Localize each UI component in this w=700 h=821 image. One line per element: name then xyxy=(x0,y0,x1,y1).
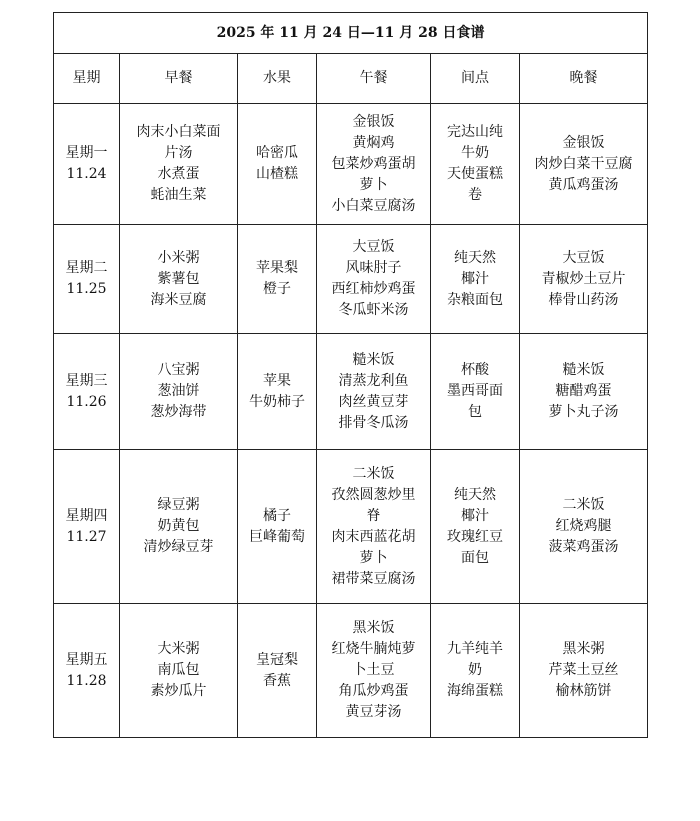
snack-item: 九羊纯羊 xyxy=(447,641,503,657)
breakfast-item: 葱炒海带 xyxy=(150,404,207,420)
snack-item: 墨西哥面 xyxy=(447,383,503,399)
fruit-cell xyxy=(238,604,317,738)
snack-item: 纯天然 xyxy=(454,486,496,503)
snack-item: 包 xyxy=(468,404,482,420)
lunch-item: 冬瓜虾米汤 xyxy=(338,302,409,318)
day-date: 11.25 xyxy=(66,281,107,297)
breakfast-item: 小米粥 xyxy=(157,249,200,266)
day-name: 星期五 xyxy=(65,651,108,668)
lunch-item: 二米饭 xyxy=(352,465,395,482)
snack-item: 杂粮面包 xyxy=(447,291,503,308)
breakfast-item: 海米豆腐 xyxy=(150,291,207,308)
breakfast-item: 素炒瓜片 xyxy=(150,683,207,699)
lunch-cell xyxy=(317,604,431,738)
dinner-item: 红烧鸡腿 xyxy=(555,518,612,534)
day-name: 星期一 xyxy=(65,145,108,161)
day-cell xyxy=(54,225,120,334)
lunch-item: 裙带菜豆腐汤 xyxy=(331,570,416,587)
day-cell xyxy=(54,334,120,450)
header-fruit: 水果 xyxy=(238,54,317,104)
lunch-item: 角瓜炒鸡蛋 xyxy=(338,683,409,699)
dinner-item: 糖醋鸡蛋 xyxy=(555,383,612,399)
dinner-item: 二米饭 xyxy=(562,497,605,513)
snack-cell xyxy=(431,334,520,450)
snack-cell xyxy=(431,604,520,738)
fruit-item: 香蕉 xyxy=(263,672,291,689)
snack-item: 海绵蛋糕 xyxy=(447,683,503,699)
lunch-item: 肉末西蓝花胡 xyxy=(331,528,416,545)
fruit-item: 橘子 xyxy=(263,507,291,524)
lunch-item: 包菜炒鸡蛋胡 xyxy=(331,155,416,172)
dinner-item: 菠菜鸡蛋汤 xyxy=(548,539,619,555)
day-date: 11.26 xyxy=(66,393,107,410)
lunch-item: 肉丝黄豆芽 xyxy=(338,393,409,410)
dinner-item: 芹菜土豆丝 xyxy=(548,662,619,678)
breakfast-item: 绿豆粥 xyxy=(157,497,200,513)
dinner-item: 黑米粥 xyxy=(562,641,605,657)
snack-item: 牛奶 xyxy=(461,145,489,161)
day-name: 星期二 xyxy=(65,260,108,276)
header-snack: 间点 xyxy=(431,54,520,104)
lunch-item: 萝卜 xyxy=(359,549,388,566)
breakfast-cell xyxy=(120,334,238,450)
breakfast-cell xyxy=(120,450,238,604)
breakfast-item: 八宝粥 xyxy=(157,362,200,378)
snack-item: 玫瑰红豆 xyxy=(447,528,503,545)
breakfast-item: 片汤 xyxy=(164,145,193,161)
day-name: 星期四 xyxy=(65,507,108,524)
dinner-cell xyxy=(520,604,648,738)
snack-item: 杯酸 xyxy=(461,362,489,378)
dinner-cell xyxy=(520,104,648,225)
lunch-cell xyxy=(317,450,431,604)
day-cell xyxy=(54,604,120,738)
breakfast-cell xyxy=(120,225,238,334)
dinner-item: 棒骨山药汤 xyxy=(548,291,619,308)
menu-row xyxy=(54,450,648,604)
lunch-item: 红烧牛腩炖萝 xyxy=(331,641,416,657)
lunch-item: 清蒸龙利鱼 xyxy=(338,372,409,389)
menu-row xyxy=(54,334,648,450)
lunch-cell xyxy=(317,334,431,450)
breakfast-item: 清炒绿豆芽 xyxy=(143,539,214,555)
snack-item: 纯天然 xyxy=(454,249,496,266)
day-name: 星期三 xyxy=(65,372,108,389)
snack-item: 天使蛋糕 xyxy=(447,166,503,182)
menu-title: 2025 年 11 月 24 日—11 月 28 日食谱 xyxy=(54,13,648,54)
breakfast-item: 蚝油生菜 xyxy=(150,187,207,203)
fruit-item: 苹果 xyxy=(263,372,291,389)
fruit-item: 苹果梨 xyxy=(256,260,298,276)
dinner-item: 萝卜丸子汤 xyxy=(548,404,619,420)
lunch-cell xyxy=(317,104,431,225)
lunch-cell xyxy=(317,225,431,334)
lunch-item: 萝卜 xyxy=(359,176,388,193)
breakfast-cell xyxy=(120,104,238,225)
lunch-item: 风味肘子 xyxy=(345,260,402,276)
fruit-cell xyxy=(238,450,317,604)
dinner-item: 大豆饭 xyxy=(562,249,605,266)
lunch-item: 黑米饭 xyxy=(352,620,395,636)
dinner-item: 糙米饭 xyxy=(562,362,605,378)
breakfast-item: 奶黄包 xyxy=(157,518,200,534)
dinner-item: 金银饭 xyxy=(562,134,605,151)
menu-row xyxy=(54,604,648,738)
dinner-item: 青椒炒土豆片 xyxy=(541,270,626,287)
day-date: 11.27 xyxy=(66,528,107,545)
day-cell xyxy=(54,104,120,225)
fruit-cell xyxy=(238,334,317,450)
lunch-item: 大豆饭 xyxy=(352,239,395,255)
snack-item: 奶 xyxy=(468,662,482,678)
fruit-item: 皇冠梨 xyxy=(256,651,298,668)
lunch-item: 小白菜豆腐汤 xyxy=(331,197,416,214)
lunch-item: 脊 xyxy=(366,507,381,524)
lunch-item: 西红柿炒鸡蛋 xyxy=(331,281,416,297)
snack-item: 椰汁 xyxy=(461,507,489,524)
dinner-item: 榆林筋饼 xyxy=(555,683,612,699)
day-date: 11.24 xyxy=(66,166,107,182)
day-date: 11.28 xyxy=(66,672,107,689)
header-breakfast: 早餐 xyxy=(120,54,238,104)
header-dinner: 晚餐 xyxy=(520,54,648,104)
snack-item: 椰汁 xyxy=(461,270,489,287)
snack-cell xyxy=(431,225,520,334)
snack-cell xyxy=(431,104,520,225)
fruit-item: 哈密瓜 xyxy=(256,145,298,161)
dinner-cell xyxy=(520,225,648,334)
snack-item: 卷 xyxy=(468,187,482,203)
menu-row xyxy=(54,104,648,225)
header-lunch: 午餐 xyxy=(317,54,431,104)
dinner-cell xyxy=(520,450,648,604)
snack-item: 完达山纯 xyxy=(447,124,503,140)
breakfast-item: 水煮蛋 xyxy=(157,166,200,182)
lunch-item: 金银饭 xyxy=(352,113,395,130)
header-day: 星期 xyxy=(54,54,120,104)
snack-cell xyxy=(431,450,520,604)
breakfast-cell xyxy=(120,604,238,738)
breakfast-item: 葱油饼 xyxy=(157,383,200,399)
fruit-cell xyxy=(238,104,317,225)
dinner-item: 黄瓜鸡蛋汤 xyxy=(548,176,619,193)
lunch-item: 黄焖鸡 xyxy=(352,134,395,151)
day-cell xyxy=(54,450,120,604)
breakfast-item: 南瓜包 xyxy=(157,662,200,678)
dinner-cell xyxy=(520,334,648,450)
fruit-item: 橙子 xyxy=(263,281,291,297)
lunch-item: 孜然圆葱炒里 xyxy=(331,486,416,503)
breakfast-item: 紫薯包 xyxy=(157,270,200,287)
lunch-item: 排骨冬瓜汤 xyxy=(338,414,409,431)
fruit-item: 山楂糕 xyxy=(256,166,298,182)
fruit-item: 巨峰葡萄 xyxy=(249,528,305,545)
lunch-item: 黄豆芽汤 xyxy=(345,704,402,720)
header-row xyxy=(54,54,648,104)
lunch-item: 卜土豆 xyxy=(352,662,395,678)
breakfast-item: 大米粥 xyxy=(157,641,200,657)
fruit-cell xyxy=(238,225,317,334)
menu-table xyxy=(53,12,648,738)
snack-item: 面包 xyxy=(461,549,489,566)
fruit-item: 牛奶柿子 xyxy=(249,393,305,410)
lunch-item: 糙米饭 xyxy=(352,351,395,368)
dinner-item: 肉炒白菜干豆腐 xyxy=(534,155,633,172)
menu-row xyxy=(54,225,648,334)
breakfast-item: 肉末小白菜面 xyxy=(136,124,221,140)
